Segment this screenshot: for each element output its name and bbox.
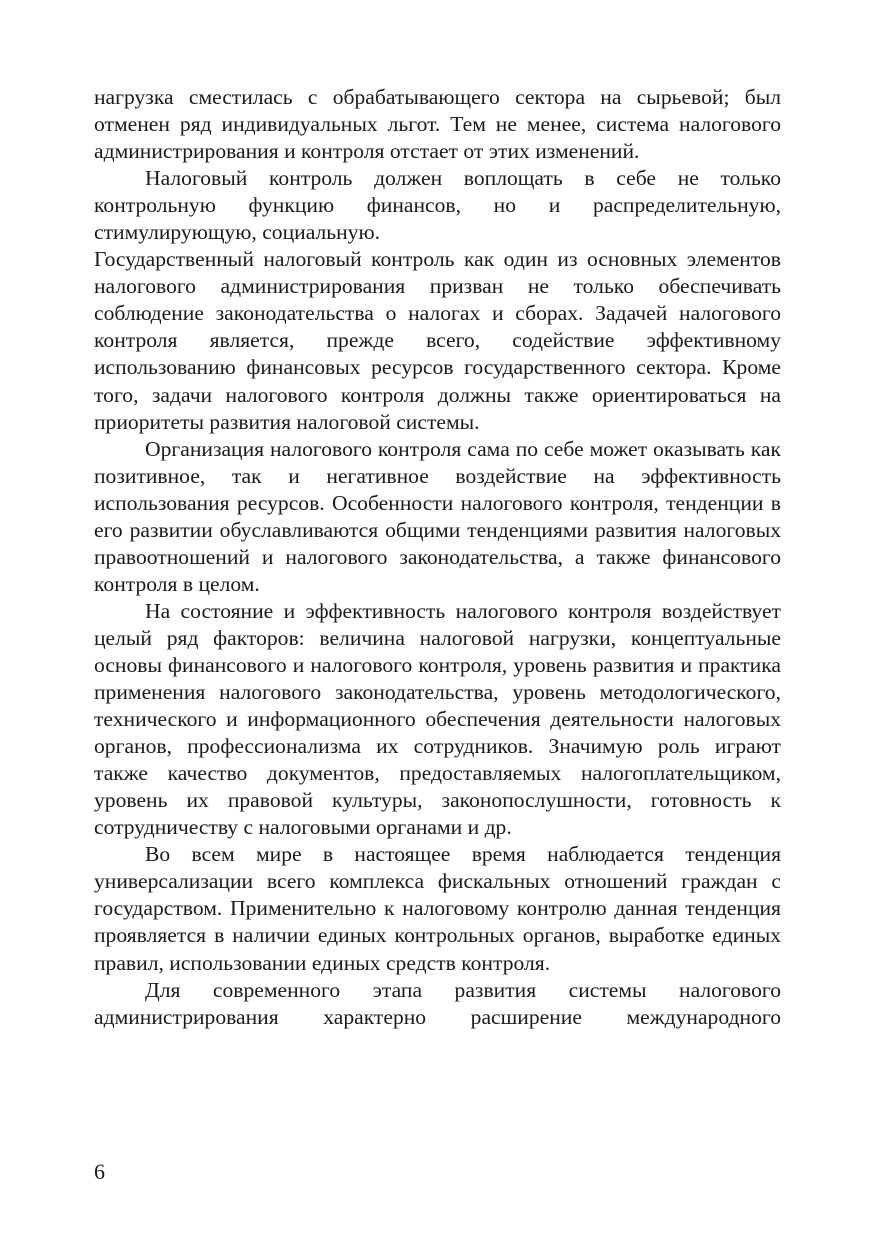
paragraph-state-tax-control: Государственный налоговый контроль как один из основных элементов налогового администрирования призван не только обеспечивать соблюдение законодательства о налогах и сборах. Задачей налогового контроля является, прежде всего, содействие эффективному использованию финансовых ресурсов государственного сектора. Кроме того, задачи налогового контроля должны также ориентироваться на приоритеты развития налоговой системы.	[94, 247, 781, 434]
page-number: 6	[94, 1159, 105, 1184]
paragraph-tax-control-functions: Налоговый контроль должен воплощать в себе не только контрольную функцию финансов, но и распределительную, стимулирующую, социальную.	[94, 166, 781, 245]
paragraph-organization: Организация налогового контроля сама по себе может оказывать как позитивное, так и негативное воздействие на эффективность использования ресурсов. Особенности налогового контроля, тенденции в его развитии обуславливаются общими тенденциями развития налоговых правоотношений и налогового законодательства, а также финансового контроля в целом.	[94, 436, 781, 596]
paragraph-factors: На состояние и эффективность налогового контроля воздействует целый ряд факторов: величина налоговой нагрузки, концептуальные основы финансового и налогового контроля, уровень развития и практика применения налогового законодательства, уровень методологического, технического и информационного обеспечения деятельности налоговых органов, профессионализма их сотрудников. Значимую роль играют также качество документов, предоставляемых налогоплательщиком, уровень их правовой культуры, законопослушности, готовность к сотрудничеству с налоговыми органами и др.	[94, 598, 781, 840]
paragraph-continuation: нагрузка сместилась с обрабатывающего сектора на сырьевой; был отменен ряд индивидуальных льгот. Тем не менее, система налогового администрирования и контроля отстает от этих изменений.	[94, 85, 781, 164]
paragraph-universalization: Во всем мире в настоящее время наблюдается тенденция универсализации всего комплекса фискальных отношений граждан с государством. Применительно к налоговому контролю данная тенденция проявляется в наличии единых контрольных органов, выработке единых правил, использовании единых средств контроля.	[94, 842, 781, 975]
paragraph-international: Для современного этапа развития системы налогового администрирования характерно расширение международного	[94, 977, 781, 1029]
page-body	[94, 84, 781, 1031]
